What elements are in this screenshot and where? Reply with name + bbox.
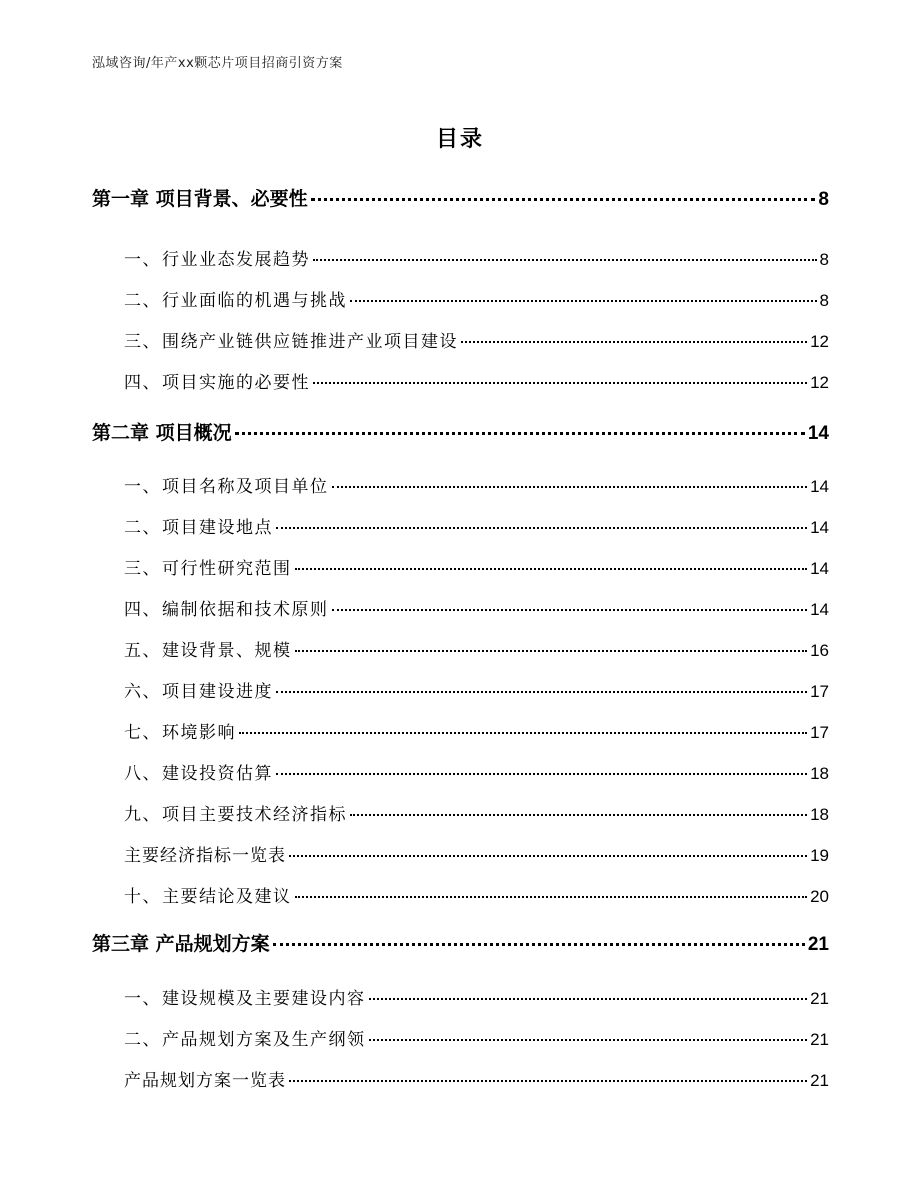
dot-leader: [332, 486, 808, 488]
toc-entry-page: 14: [810, 477, 829, 496]
dot-leader: [313, 382, 807, 384]
dot-leader: [289, 1080, 807, 1082]
toc-entry-number: 二、: [124, 518, 161, 538]
toc-entry-page: 14: [810, 559, 829, 578]
toc-entry-label: 建设投资估算: [162, 764, 273, 784]
toc-entry-label: 第三章 产品规划方案: [92, 933, 270, 955]
toc-entry-chapter-1[interactable]: [92, 184, 829, 212]
toc-entry-label: 第一章 项目背景、必要性: [92, 188, 308, 210]
dot-leader: [350, 814, 807, 816]
dot-leader: [239, 732, 807, 734]
toc-entry-number: 七、: [124, 723, 161, 743]
toc-entry-label: 第二章 项目概况: [92, 422, 232, 444]
toc-entry-page: 17: [810, 682, 829, 701]
dot-leader: [461, 341, 807, 343]
toc-entry-page: 21: [810, 1030, 829, 1049]
dot-leader: [276, 773, 807, 775]
toc-entry-page: 8: [819, 291, 829, 310]
page-header: 泓域咨询/年产xx颗芯片项目招商引资方案: [92, 56, 343, 71]
toc-entry-section[interactable]: [124, 245, 829, 269]
toc-entry-page: 17: [810, 723, 829, 742]
toc-entry-page: 20: [810, 887, 829, 906]
toc-entry-section[interactable]: [124, 984, 829, 1008]
toc-entry-page: 18: [810, 764, 829, 783]
dot-leader: [295, 650, 808, 652]
toc-entry-page: 21: [810, 1071, 829, 1090]
toc-entry-label: 主要结论及建议: [162, 887, 292, 907]
toc-entry-number: 十、: [124, 887, 161, 907]
toc-entry-section[interactable]: [124, 286, 829, 310]
dot-leader: [276, 691, 807, 693]
dot-leader: [313, 259, 817, 261]
toc-entry-page: 14: [810, 518, 829, 537]
toc-entry-table[interactable]: [124, 841, 829, 865]
toc-entry-label: 可行性研究范围: [162, 559, 292, 579]
toc-entry-section[interactable]: [124, 472, 829, 496]
toc-entry-page: 19: [810, 846, 829, 865]
toc-entry-section[interactable]: [124, 368, 829, 392]
toc-entry-label: 项目建设地点: [162, 518, 273, 538]
toc-entry-label: 项目实施的必要性: [162, 373, 310, 393]
dot-leader: [273, 943, 805, 946]
dot-leader: [332, 609, 808, 611]
toc-entry-number: 九、: [124, 805, 161, 825]
toc-entry-section[interactable]: [124, 513, 829, 537]
toc-entry-label: 项目主要技术经济指标: [162, 805, 347, 825]
toc-entry-section[interactable]: [124, 882, 829, 906]
toc-entry-label: 建设背景、规模: [162, 641, 292, 661]
toc-entry-page: 14: [807, 423, 829, 444]
toc-entry-number: 四、: [124, 373, 161, 393]
toc-entry-number: 二、: [124, 291, 161, 311]
toc-entry-label: 项目名称及项目单位: [162, 477, 329, 497]
toc-entry-section[interactable]: [124, 327, 829, 351]
toc-entry-number: 三、: [124, 559, 161, 579]
toc-entry-number: 一、: [124, 989, 161, 1009]
toc-entry-page: 21: [810, 989, 829, 1008]
toc-entry-number: 六、: [124, 682, 161, 702]
toc-entry-number: 一、: [124, 477, 161, 497]
toc-entry-section[interactable]: [124, 595, 829, 619]
dot-leader: [235, 432, 805, 435]
toc-entry-page: 18: [810, 805, 829, 824]
toc-entry-number: 一、: [124, 250, 161, 270]
dot-leader: [276, 527, 807, 529]
toc-entry-page: 14: [810, 600, 829, 619]
toc-entry-page: 12: [810, 373, 829, 392]
toc-entry-label: 主要经济指标一览表: [124, 846, 286, 866]
toc-entry-label: 产品规划方案及生产纲领: [162, 1030, 366, 1050]
toc-entry-page: 8: [818, 189, 829, 210]
toc-entry-number: 五、: [124, 641, 161, 661]
toc-entry-label: 环境影响: [162, 723, 236, 743]
page-title: 目录: [435, 127, 484, 152]
toc-entry-section[interactable]: [124, 636, 829, 660]
dot-leader: [350, 300, 817, 302]
toc-entry-chapter-2[interactable]: [92, 418, 829, 446]
toc-entry-section[interactable]: [124, 800, 829, 824]
toc-entry-number: 四、: [124, 600, 161, 620]
toc-entry-section[interactable]: [124, 1025, 829, 1049]
toc-entry-label: 项目建设进度: [162, 682, 273, 702]
toc-entry-label: 围绕产业链供应链推进产业项目建设: [162, 332, 458, 352]
toc-entry-section[interactable]: [124, 718, 829, 742]
dot-leader: [369, 1039, 808, 1041]
toc-entry-label: 建设规模及主要建设内容: [162, 989, 366, 1009]
toc-entry-label: 产品规划方案一览表: [124, 1071, 286, 1091]
dot-leader: [311, 198, 816, 201]
toc-entry-section[interactable]: [124, 677, 829, 701]
dot-leader: [369, 998, 808, 1000]
toc-entry-page: 12: [810, 332, 829, 351]
dot-leader: [295, 896, 808, 898]
toc-entry-page: 8: [819, 250, 829, 269]
toc-entry-chapter-3[interactable]: [92, 929, 829, 957]
toc-entry-page: 21: [807, 934, 829, 955]
toc-entry-label: 编制依据和技术原则: [162, 600, 329, 620]
dot-leader: [295, 568, 808, 570]
toc-entry-table[interactable]: [124, 1066, 829, 1090]
toc-entry-page: 16: [810, 641, 829, 660]
toc-entry-section[interactable]: [124, 759, 829, 783]
dot-leader: [289, 855, 807, 857]
toc-entry-number: 二、: [124, 1030, 161, 1050]
toc-entry-label: 行业面临的机遇与挑战: [162, 291, 347, 311]
toc-entry-number: 三、: [124, 332, 161, 352]
toc-entry-section[interactable]: [124, 554, 829, 578]
toc-entry-label: 行业业态发展趋势: [162, 250, 310, 270]
toc-entry-number: 八、: [124, 764, 161, 784]
